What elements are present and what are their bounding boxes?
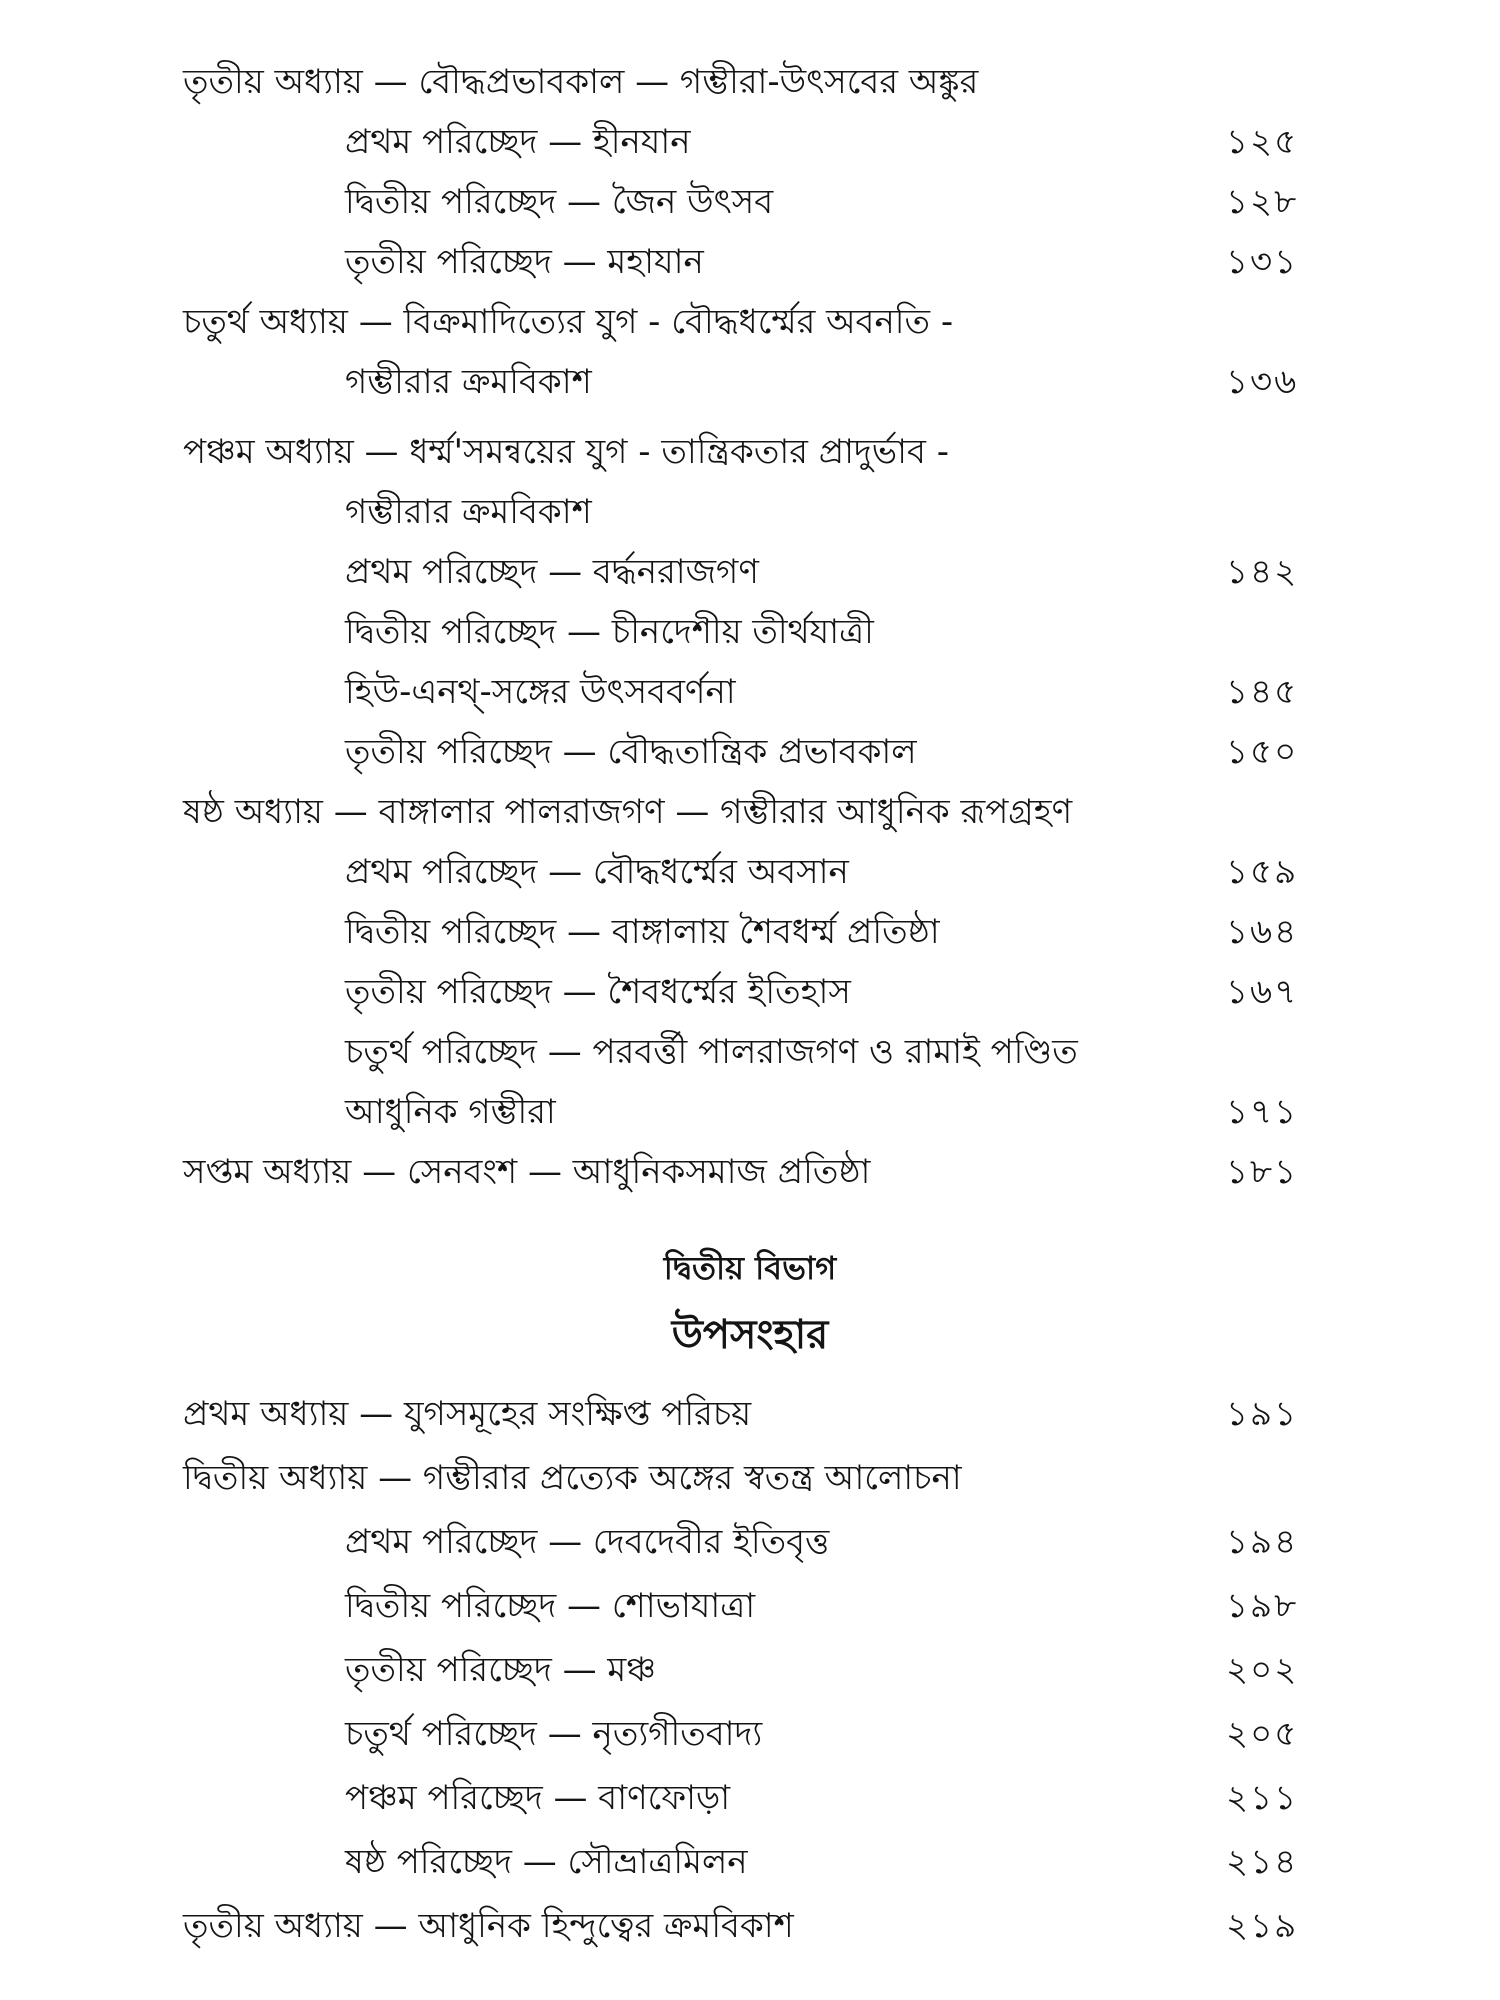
toc-entry-text: প্রথম পরিচ্ছেদ — বৌদ্ধধর্ম্মের অবসান: [345, 852, 849, 892]
toc-entry-text: হিউ-এনথ্-সঙ্গের উৎসববর্ণনা: [345, 672, 736, 712]
toc-entry-continuation: [0, 1082, 1500, 1142]
toc-entry-chapter-7: [0, 1142, 1500, 1202]
toc-entry-page: ১৭১: [1226, 1092, 1299, 1132]
toc-entry-text: ষষ্ঠ পরিচ্ছেদ — সৌভ্রাত্রমিলন: [345, 1842, 748, 1882]
toc-entry-chapter-3: [0, 1896, 1500, 1956]
toc-entry-page: ১৪২: [1226, 552, 1299, 592]
toc-entry-text: পঞ্চম অধ্যায় — ধর্ম্ম'সমন্বয়ের যুগ - তান্ত্রিকতার প্রাদুর্ভাব -: [183, 432, 949, 472]
toc-entry-chapter-4: [0, 292, 1500, 352]
division-heading: দ্বিতীয় বিভাগ: [663, 1249, 837, 1287]
toc-entry-text: পঞ্চম পরিচ্ছেদ — বাণফোড়া: [345, 1778, 731, 1818]
toc-entry-section: [0, 542, 1500, 602]
toc-entry-section: [0, 172, 1500, 232]
toc-entry-section: [0, 602, 1500, 662]
toc-entry-section: [0, 722, 1500, 782]
toc-entry-section: [0, 902, 1500, 962]
toc-entry-chapter-2: [0, 1448, 1500, 1508]
toc-entry-page: ১৫০: [1226, 732, 1299, 772]
toc-entry-chapter-5: [0, 422, 1500, 482]
toc-entry-text: দ্বিতীয় পরিচ্ছেদ — চীনদেশীয় তীর্থযাত্রী: [345, 612, 874, 652]
toc-entry-continuation: [0, 352, 1500, 412]
toc-entry-page: ১৮১: [1226, 1152, 1299, 1192]
toc-entry-page: ২০৫: [1226, 1714, 1299, 1754]
toc-entry-text: প্রথম অধ্যায় — যুগসমূহের সংক্ষিপ্ত পরিচয়: [183, 1394, 752, 1434]
toc-entry-text: দ্বিতীয় পরিচ্ছেদ — শোভাযাত্রা: [345, 1586, 756, 1626]
toc-entry-text: প্রথম পরিচ্ছেদ — দেবদেবীর ইতিবৃত্ত: [345, 1522, 830, 1562]
toc-entry-text: তৃতীয় পরিচ্ছেদ — বৌদ্ধতান্ত্রিক প্রভাবকাল: [345, 732, 917, 772]
toc-entry-text: দ্বিতীয় পরিচ্ছেদ — বাঙ্গালায় শৈবধর্ম্ম প্রতিষ্ঠা: [345, 912, 940, 952]
toc-entry-page: ১২৮: [1226, 182, 1299, 222]
toc-entry-text: সপ্তম অধ্যায় — সেনবংশ — আধুনিকসমাজ প্রতিষ্ঠা: [183, 1152, 871, 1192]
toc-entry-text: তৃতীয় অধ্যায় — আধুনিক হিন্দুত্বের ক্রমবিকাশ: [183, 1906, 794, 1946]
toc-entry-page: ১৯১: [1226, 1394, 1299, 1434]
toc-entry-page: ১৩১: [1226, 242, 1299, 282]
toc-entry-continuation: [0, 482, 1500, 542]
toc-entry-page: ১৬৭: [1226, 972, 1299, 1012]
toc-entry-text: আধুনিক গম্ভীরা: [345, 1092, 556, 1132]
toc-entry-text: তৃতীয় পরিচ্ছেদ — শৈবধর্ম্মের ইতিহাস: [345, 972, 851, 1012]
toc-entry-text: তৃতীয় পরিচ্ছেদ — মহাযান: [345, 242, 704, 282]
toc-entry-page: ২০২: [1226, 1650, 1299, 1690]
toc-entry-section: [0, 1768, 1500, 1828]
toc-entry-page: ২১৯: [1226, 1906, 1299, 1946]
toc-entry-chapter-6: [0, 782, 1500, 842]
toc-entry-text: গম্ভীরার ক্রমবিকাশ: [345, 492, 592, 532]
toc-entry-page: ১৩৬: [1226, 362, 1299, 402]
toc-entry-section: [0, 112, 1500, 172]
toc-entry-section: [0, 962, 1500, 1022]
toc-entry-text: চতুর্থ অধ্যায় — বিক্রমাদিত্যের যুগ - বৌদ্ধধর্ম্মের অবনতি -: [183, 302, 954, 342]
toc-entry-chapter-3: [0, 52, 1500, 112]
toc-entry-text: গম্ভীরার ক্রমবিকাশ: [345, 362, 592, 402]
toc-entry-text: চতুর্থ পরিচ্ছেদ — নৃত্যগীতবাদ্য: [345, 1714, 763, 1754]
toc-entry-text: দ্বিতীয় অধ্যায় — গম্ভীরার প্রত্যেক অঙ্গের স্বতন্ত্র আলোচনা: [183, 1458, 962, 1498]
toc-entry-section: [0, 1512, 1500, 1572]
toc-entry-section: [0, 842, 1500, 902]
toc-entry-page: ১৯৪: [1226, 1522, 1299, 1562]
toc-entry-page: ১৯৮: [1226, 1586, 1299, 1626]
toc-entry-text: প্রথম পরিচ্ছেদ — বর্দ্ধনরাজগণ: [345, 552, 759, 592]
toc-entry-page: ১২৫: [1226, 122, 1299, 162]
toc-entry-continuation: [0, 662, 1500, 722]
toc-entry-text: প্রথম পরিচ্ছেদ — হীনযান: [345, 122, 691, 162]
toc-entry-section: [0, 1704, 1500, 1764]
toc-entry-text: চতুর্থ পরিচ্ছেদ — পরবর্ত্তী পালরাজগণ ও রামাই পণ্ডিত: [345, 1032, 1078, 1072]
toc-entry-page: ২১১: [1226, 1778, 1299, 1818]
toc-entry-page: ১৪৫: [1226, 672, 1299, 712]
toc-entry-section: [0, 1022, 1500, 1082]
toc-entry-text: তৃতীয় অধ্যায় — বৌদ্ধপ্রভাবকাল — গম্ভীরা-উৎসবের অঙ্কুর: [183, 62, 979, 102]
division-title: উপসংহার: [671, 1312, 829, 1358]
toc-entry-chapter-1: [0, 1384, 1500, 1444]
toc-entry-text: তৃতীয় পরিচ্ছেদ — মঞ্চ: [345, 1650, 657, 1690]
toc-entry-page: ২১৪: [1226, 1842, 1299, 1882]
toc-entry-page: ১৫৯: [1226, 852, 1299, 892]
toc-entry-page: ১৬৪: [1226, 912, 1299, 952]
toc-entry-section: [0, 1832, 1500, 1892]
toc-entry-section: [0, 1640, 1500, 1700]
toc-entry-text: দ্বিতীয় পরিচ্ছেদ — জৈন উৎসব: [345, 182, 774, 222]
toc-entry-text: ষষ্ঠ অধ্যায় — বাঙ্গালার পালরাজগণ — গম্ভীরার আধুনিক রূপগ্রহণ: [183, 792, 1073, 832]
toc-entry-section: [0, 232, 1500, 292]
toc-entry-section: [0, 1576, 1500, 1636]
